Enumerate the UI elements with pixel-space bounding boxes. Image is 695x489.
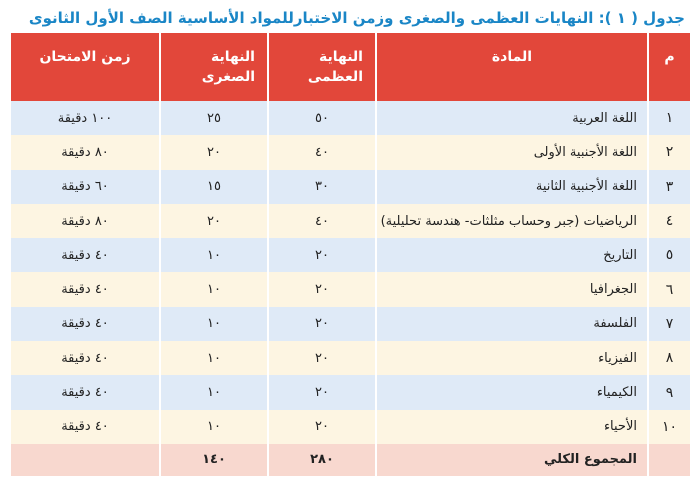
row-max-score: ٣٠ — [268, 170, 376, 204]
table-row — [11, 101, 690, 135]
row-subject: اللغة العربية — [376, 101, 648, 135]
row-number: ٤ — [648, 204, 690, 238]
row-subject: الأحياء — [376, 410, 648, 444]
row-min-score: ١٠ — [160, 410, 268, 444]
row-min-score: ١٠ — [160, 272, 268, 306]
row-subject: الرياضيات (جبر وحساب مثلثات- هندسة تحليلية) — [376, 204, 648, 238]
header-number: م — [648, 33, 690, 101]
table-row — [11, 170, 690, 204]
row-exam-time: ٦٠ دقيقة — [11, 170, 160, 204]
row-min-score: ٢٥ — [160, 101, 268, 135]
header-max-line1: النهاية — [318, 49, 363, 65]
row-number: ١ — [648, 101, 690, 135]
row-subject: الفلسفة — [376, 307, 648, 341]
row-exam-time: ٤٠ دقيقة — [11, 375, 160, 409]
row-min-score: ١٠ — [160, 341, 268, 375]
row-subject: الجغرافيا — [376, 272, 648, 306]
row-number: ٩ — [648, 375, 690, 409]
row-number: ٦ — [648, 272, 690, 306]
total-max-score: ٢٨٠ — [268, 444, 376, 476]
row-max-score: ٢٠ — [268, 238, 376, 272]
row-max-score: ٥٠ — [268, 101, 376, 135]
header-subject: المادة — [376, 33, 648, 101]
header-min-line1: النهاية — [210, 49, 255, 65]
row-exam-time: ١٠٠ دقيقة — [11, 101, 160, 135]
row-min-score: ١٥ — [160, 170, 268, 204]
header-min-line2: الصغرى — [201, 69, 255, 85]
row-max-score: ٢٠ — [268, 375, 376, 409]
row-exam-time: ٤٠ دقيقة — [11, 410, 160, 444]
total-number-cell — [648, 444, 690, 476]
header-min-score — [160, 33, 268, 101]
row-subject: الفيزياء — [376, 341, 648, 375]
row-exam-time: ٤٠ دقيقة — [11, 272, 160, 306]
row-number: ٣ — [648, 170, 690, 204]
row-subject: اللغة الأجنبية الأولى — [376, 135, 648, 169]
table-row — [11, 135, 690, 169]
row-number: ١٠ — [648, 410, 690, 444]
row-exam-time: ٤٠ دقيقة — [11, 238, 160, 272]
row-max-score: ٢٠ — [268, 272, 376, 306]
row-number: ٢ — [648, 135, 690, 169]
row-number: ٨ — [648, 341, 690, 375]
table-row — [11, 307, 690, 341]
table-caption: جدول ( ١ ): النهايات العظمى والصغرى وزمن الاختبارللمواد الأساسية الصف الأول الثانوى — [28, 9, 685, 27]
row-max-score: ٢٠ — [268, 307, 376, 341]
total-label: المجموع الكلي — [376, 444, 648, 476]
row-max-score: ٤٠ — [268, 204, 376, 238]
header-max-score — [268, 33, 376, 101]
row-exam-time: ٤٠ دقيقة — [11, 341, 160, 375]
total-min-score: ١٤٠ — [160, 444, 268, 476]
row-subject: اللغة الأجنبية الثانية — [376, 170, 648, 204]
row-exam-time: ٨٠ دقيقة — [11, 135, 160, 169]
row-min-score: ١٠ — [160, 238, 268, 272]
table-row — [11, 341, 690, 375]
row-number: ٥ — [648, 238, 690, 272]
row-min-score: ٢٠ — [160, 204, 268, 238]
row-subject: التاريخ — [376, 238, 648, 272]
table-row — [11, 410, 690, 444]
table-row — [11, 272, 690, 306]
row-min-score: ١٠ — [160, 307, 268, 341]
row-max-score: ٢٠ — [268, 341, 376, 375]
header-exam-time: زمن الامتحان — [11, 33, 160, 101]
table-header-row — [11, 33, 690, 101]
total-time-cell — [11, 444, 160, 476]
row-min-score: ١٠ — [160, 375, 268, 409]
row-min-score: ٢٠ — [160, 135, 268, 169]
table-row — [11, 375, 690, 409]
total-row — [11, 444, 690, 476]
row-subject: الكيمياء — [376, 375, 648, 409]
row-exam-time: ٤٠ دقيقة — [11, 307, 160, 341]
table-row — [11, 238, 690, 272]
row-exam-time: ٨٠ دقيقة — [11, 204, 160, 238]
row-number: ٧ — [648, 307, 690, 341]
header-max-line2: العظمى — [307, 69, 363, 85]
row-max-score: ٤٠ — [268, 135, 376, 169]
row-max-score: ٢٠ — [268, 410, 376, 444]
grades-table — [11, 33, 690, 476]
table-row — [11, 204, 690, 238]
